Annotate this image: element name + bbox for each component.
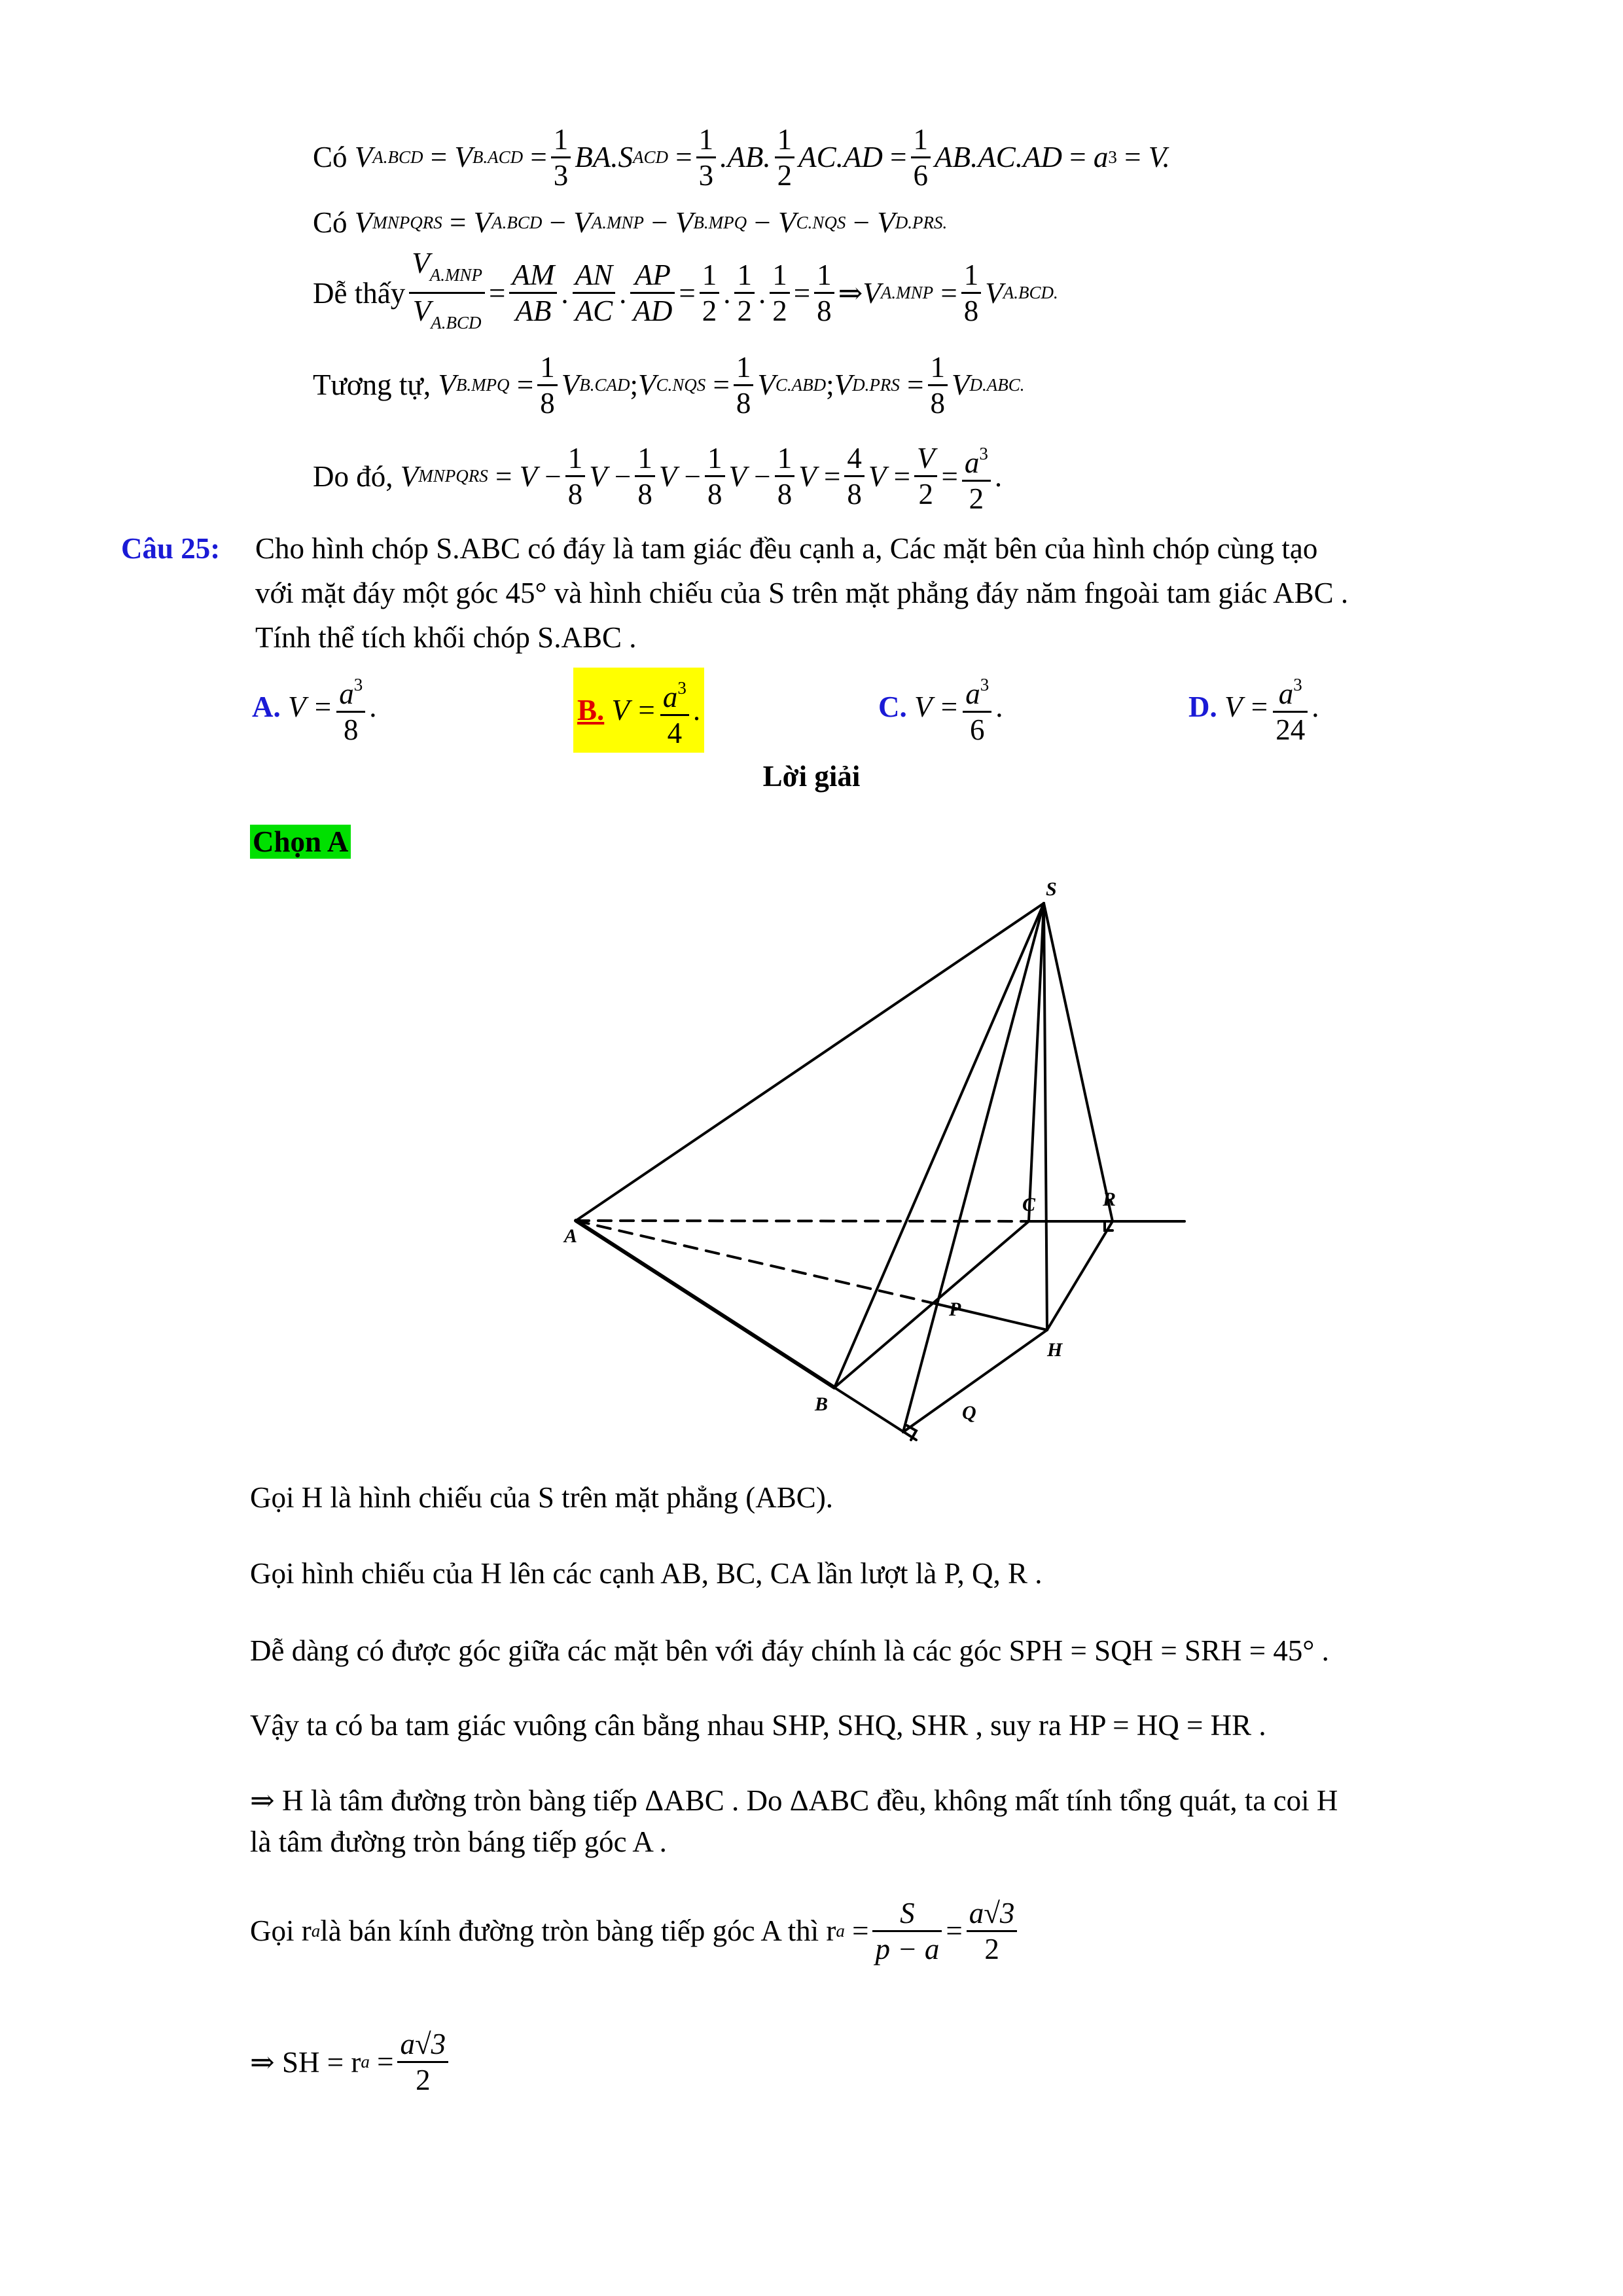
frac-num: a√3	[397, 2027, 448, 2063]
label-A: A	[564, 1225, 578, 1247]
equation-similar: Tương tự, V B.MPQ = $\frac{1}{8}$ V B.CAD ; V C.NQS = $\frac{1}{8}$ V C.ABD ; V D.PRS = $\frac{1}{8}$ V D.ABC.	[313, 350, 1025, 420]
eq1-v-bacd: V	[454, 141, 473, 173]
eq2-term-sub: C.NQS	[796, 212, 846, 232]
frac-den: AC	[575, 295, 613, 327]
eq5-lead: Do đó,	[313, 459, 393, 493]
frac-sup: 3	[980, 674, 990, 694]
eq4-term: V	[561, 368, 580, 401]
frac-num: 1	[705, 441, 725, 477]
fraction	[844, 441, 865, 511]
eq4-term: V	[438, 368, 456, 401]
eq2-term: V	[877, 206, 895, 239]
frac-num-sup: 3	[979, 444, 988, 463]
eq2-term: V	[778, 206, 796, 239]
eq3-r2-sub: A.BCD.	[1003, 283, 1058, 302]
frac-den: 2	[984, 1932, 999, 1965]
eq5-v1: V	[519, 459, 538, 493]
eq2-term-sub: D.PRS.	[895, 212, 948, 232]
frac-num: V	[412, 247, 430, 279]
frac-num: 1	[635, 441, 655, 477]
eq5-v: V	[400, 459, 419, 493]
solution-title: Lời giải	[762, 760, 861, 793]
pyramid-figure	[0, 864, 1623, 1453]
frac-num: AP	[630, 258, 675, 294]
solution-line-6: là tâm đường tròn báng tiếp góc A .	[250, 1825, 667, 1858]
eq4-term: V	[952, 368, 970, 401]
option-c[interactable]: C. V = $\frac{a^3}{6}$ .	[878, 668, 1003, 746]
edge-AB	[576, 1221, 834, 1388]
frac-den: 2	[416, 2063, 431, 2096]
frac-num: 1	[696, 122, 717, 158]
label-P: P	[949, 1299, 961, 1320]
eq3-r2: V	[985, 276, 1003, 310]
option-d[interactable]: D. V = $\frac{a^3}{24}$ .	[1188, 668, 1319, 746]
fraction	[967, 1896, 1018, 1966]
frac-den: 6	[970, 713, 985, 746]
eq4-term: V	[834, 368, 853, 401]
fraction	[928, 350, 948, 420]
eq4-term: V	[757, 368, 776, 401]
l7-sub2: a	[836, 1920, 845, 1941]
eq4-sub: D.ABC.	[969, 374, 1025, 395]
l7-mid: là bán kính đường tròn bàng tiếp góc A thì r	[320, 1914, 836, 1947]
eq2-term-sub: B.MPQ	[693, 212, 747, 232]
frac-den: 4	[667, 716, 683, 749]
eq3-lead: Dễ thấy	[313, 276, 406, 310]
frac-num: 1	[961, 258, 982, 294]
frac-den: p − a	[875, 1932, 940, 1965]
frac-den: 2	[777, 158, 793, 192]
line-RH	[1047, 1221, 1113, 1330]
eq5-v1: V	[589, 459, 607, 493]
fraction	[696, 122, 717, 192]
frac-den: V	[412, 295, 431, 327]
fraction	[537, 350, 558, 420]
frac-num: 1	[770, 258, 790, 294]
solution-line-5: ⇒ H là tâm đường tròn bàng tiếp ΔABC . Do ΔABC đều, không mất tính tổng quát, ta coi H	[250, 1784, 1338, 1817]
frac-num-sub: A.MNP	[429, 265, 482, 285]
frac-num: 1	[734, 350, 754, 386]
eq1-t4: AB.AC.AD	[935, 141, 1063, 173]
equation-conclusion: Do đó, V MNPQRS = V − $\frac{1}{8}$ V − $\frac{1}{8}$ V − $\frac{1}{8}$ V − $\frac{1}{8}$ V = $\frac{4}{8}$ V = $\frac{V}{2}$ = $\frac{a^3}{2}$ .	[313, 435, 1002, 517]
eq4-sub: D.PRS	[852, 374, 900, 395]
frac-num: S	[872, 1896, 942, 1932]
eq4-sub: C.ABD	[775, 374, 827, 395]
eq1-v-abcd-sub: A.BCD	[372, 147, 423, 167]
option-lhs: V =	[611, 694, 656, 726]
fraction	[409, 246, 485, 340]
frac-den: 2	[969, 482, 984, 515]
eq1-v-bacd-sub: B.ACD	[472, 147, 524, 167]
frac-num: 1	[814, 258, 834, 294]
chosen-answer: Chọn A	[250, 825, 351, 859]
fraction	[551, 122, 571, 192]
eq1-lead: Có	[313, 141, 348, 173]
eq4-sub: B.CAD	[579, 374, 630, 395]
label-H: H	[1047, 1339, 1063, 1361]
option-a[interactable]: A. V = $\frac{a^3}{8}$ .	[252, 668, 377, 746]
fraction	[963, 668, 991, 747]
frac-den: 8	[736, 386, 751, 420]
frac-den: 2	[702, 295, 717, 327]
label-R: R	[1103, 1189, 1116, 1210]
frac-den: AD	[633, 295, 673, 327]
frac-den: 2	[918, 478, 933, 511]
frac-den: 2	[737, 295, 752, 327]
eq5-v1: V	[728, 459, 747, 493]
fraction	[911, 122, 931, 192]
eq4-lead: Tương tự,	[313, 368, 431, 401]
l8-pre: ⇒ SH = r	[250, 2045, 361, 2079]
eq1-t1-sub: ACD	[633, 147, 669, 167]
question-line-3: Tính thể tích khối chóp S.ABC .	[255, 621, 637, 654]
eq2-term: V	[573, 206, 592, 239]
eq1-v-abcd: V	[354, 141, 373, 173]
option-letter: C.	[878, 691, 907, 723]
eq1-t2: .AB.	[720, 141, 771, 173]
option-b[interactable]: B. V = $\frac{a^3}{4}$ .	[573, 668, 704, 753]
edge-SB	[834, 903, 1044, 1388]
fraction	[734, 258, 755, 328]
eq2-term: V	[354, 206, 373, 239]
frac-den: 6	[913, 158, 929, 192]
eq1-t5: a	[1093, 141, 1109, 173]
eq2-op: −	[549, 206, 567, 239]
frac-num: 1	[775, 441, 795, 477]
frac-den: 8	[817, 295, 832, 327]
frac-den: 8	[344, 713, 359, 746]
fraction	[336, 668, 365, 747]
edge-SQ	[903, 903, 1044, 1432]
frac-num: 1	[775, 122, 795, 158]
option-letter: D.	[1188, 691, 1217, 723]
label-B: B	[815, 1393, 829, 1415]
l7-sub: a	[311, 1920, 321, 1941]
solution-line-3: Dễ dàng có được góc giữa các mặt bên với đáy chính là các góc SPH = SQH = SRH = 45° .	[250, 1634, 1329, 1667]
frac-num: a	[964, 446, 980, 479]
fraction	[1273, 668, 1308, 747]
frac-num: a	[339, 677, 354, 710]
frac-num: 1	[928, 350, 948, 386]
fraction	[635, 441, 655, 511]
line-AP-dashed	[576, 1221, 936, 1304]
option-letter: B.	[577, 694, 605, 726]
eq1-t3: AC.AD	[798, 141, 883, 173]
option-lhs: V =	[914, 691, 959, 723]
eq5-v1: V	[658, 459, 677, 493]
frac-num: AN	[573, 258, 616, 294]
frac-sup: 3	[1293, 674, 1302, 694]
eq1-t5-sup: 3	[1108, 147, 1117, 167]
eq4-term: V	[637, 368, 656, 401]
eq1-t6: V.	[1148, 141, 1170, 173]
fraction	[565, 441, 586, 511]
frac-den: 8	[847, 478, 862, 511]
frac-num: a	[662, 680, 678, 713]
frac-sup: 3	[677, 677, 687, 698]
edge-SR	[1044, 903, 1113, 1221]
fraction	[770, 258, 790, 328]
solution-line-1: Gọi H là hình chiếu của S trên mặt phẳng (ABC).	[250, 1481, 834, 1514]
fraction	[509, 258, 557, 328]
label-Q: Q	[962, 1402, 976, 1424]
fraction	[734, 350, 754, 420]
fraction	[814, 258, 834, 328]
solution-line-8: ⇒ SH = r a = $\frac{a√3}{2}$	[250, 2016, 452, 2108]
edge-SA	[576, 903, 1044, 1221]
l8-sub: a	[361, 2051, 370, 2072]
frac-num: 1	[911, 122, 931, 158]
eq2-term: V	[675, 206, 694, 239]
question-label: Câu 25:	[121, 532, 221, 565]
equation-volume-abcd: Có V A.BCD = V B.ACD = $\frac{1}{3}$ BA.S ACD = $\frac{1}{3}$ .AB. $\frac{1}{2}$ AC.AD = $\frac{1}{6}$ AB.AC.AD = a 3 = V.	[313, 122, 1170, 192]
frac-den: 8	[777, 478, 793, 511]
equation-ratio: Dễ thấy $\frac{V_{A.MNP}}{V_{A.BCD}}$ = $\frac{AM}{AB}$ . $\frac{AN}{AC}$ . $\frac{AP}{AD}$ = $\frac{1}{2}$ . $\frac{1}{2}$ . $\frac{1}{2}$ = $\frac{1}{8}$ ⇒ V A.MNP = $\frac{1}{8}$ V A.BCD.	[313, 252, 1058, 334]
eq2-lead: Có	[313, 206, 348, 239]
frac-num: a	[1278, 677, 1294, 710]
equation-volume-mnpqrs	[313, 203, 947, 242]
eq4-sub: C.NQS	[656, 374, 706, 395]
fraction	[961, 258, 982, 328]
fraction	[573, 258, 616, 328]
solution-line-7: Gọi r a là bán kính đường tròn bàng tiếp góc A thì r a = $\frac{S}{p - a}$ = $\frac{a√3}{2}$	[250, 1885, 1021, 1977]
frac-num: 1	[537, 350, 558, 386]
solution-line-4: Vậy ta có ba tam giác vuông cân bằng nhau SHP, SHQ, SHR , suy ra HP = HQ = HR .	[250, 1709, 1266, 1742]
eq1-t1: BA.S	[575, 141, 633, 173]
frac-den: 8	[540, 386, 555, 420]
edge-SH	[1044, 903, 1047, 1330]
label-S: S	[1046, 878, 1057, 900]
question-line-1: Cho hình chóp S.ABC có đáy là tam giác đều cạnh a, Các mặt bên của hình chóp cùng tạo	[255, 532, 1318, 565]
fraction	[914, 441, 938, 511]
fraction	[872, 1896, 942, 1966]
eq5-v1: V	[868, 459, 887, 493]
question-line-2: với mặt đáy một góc 45° và hình chiếu của S trên mặt phẳng đáy năm fngoài tam giác ABC .	[255, 577, 1349, 609]
frac-num: 4	[844, 441, 865, 477]
eq2-term-sub: MNPQRS	[372, 212, 442, 232]
solution-line-2: Gọi hình chiếu của H lên các cạnh AB, BC, CA lần lượt là P, Q, R .	[250, 1557, 1043, 1590]
eq2-op: −	[853, 206, 870, 239]
eq2-term-sub: A.BCD	[491, 212, 543, 232]
frac-num: 1	[565, 441, 586, 477]
fraction	[630, 258, 675, 328]
eq3-r1-sub: A.MNP	[880, 283, 934, 302]
frac-den: 8	[963, 295, 979, 327]
fraction	[660, 671, 689, 750]
eq4-sub: B.MPQ	[455, 374, 510, 395]
frac-den: 8	[930, 386, 946, 420]
eq2-op: −	[651, 206, 668, 239]
eq5-v1: V	[798, 459, 817, 493]
frac-den: 8	[567, 478, 583, 511]
fraction	[397, 2027, 448, 2097]
eq2-op: −	[754, 206, 771, 239]
frac-den: 3	[553, 158, 569, 192]
frac-den: AB	[515, 295, 552, 327]
frac-num: V	[914, 441, 938, 477]
eq2-term-sub: A.MNP	[591, 212, 645, 232]
frac-den: 24	[1275, 713, 1306, 746]
frac-den: 3	[698, 158, 714, 192]
option-letter: A.	[252, 691, 281, 723]
frac-num: 1	[551, 122, 571, 158]
frac-num: 1	[734, 258, 755, 294]
fraction	[775, 122, 795, 192]
label-C: C	[1022, 1194, 1036, 1215]
frac-den: 8	[637, 478, 652, 511]
eq3-r1: V	[863, 276, 881, 310]
frac-num: AM	[509, 258, 557, 294]
fraction	[705, 441, 725, 511]
fraction	[700, 258, 720, 328]
frac-num: a	[965, 677, 980, 710]
option-lhs: V =	[288, 691, 333, 723]
eq2-term: V	[473, 206, 492, 239]
option-lhs: V =	[1224, 691, 1270, 723]
frac-num: a√3	[967, 1896, 1018, 1932]
frac-sup: 3	[353, 674, 363, 694]
frac-den: 8	[707, 478, 722, 511]
eq5-v-sub: MNPQRS	[418, 466, 488, 486]
frac-den-sub: A.BCD	[431, 313, 482, 332]
frac-den: 2	[772, 295, 787, 327]
frac-num: 1	[700, 258, 720, 294]
l7-pre: Gọi r	[250, 1914, 312, 1947]
fraction	[962, 437, 991, 516]
eq2-op: =	[450, 206, 467, 239]
fraction	[775, 441, 795, 511]
